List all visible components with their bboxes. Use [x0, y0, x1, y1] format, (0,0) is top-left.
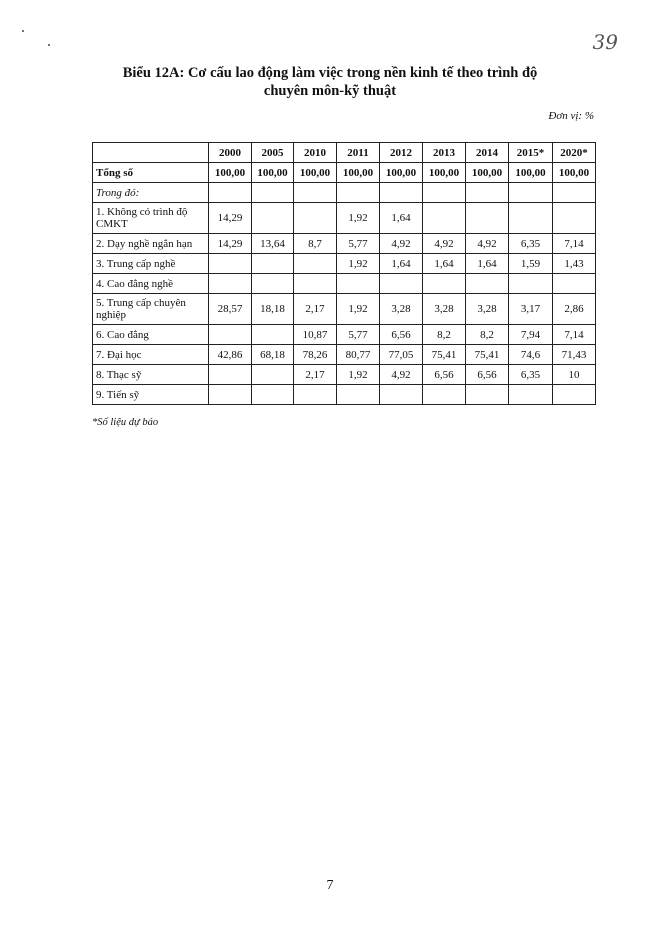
table-cell	[209, 254, 252, 274]
table-cell: 3,28	[380, 294, 423, 325]
row-label: 9. Tiến sỹ	[93, 385, 209, 405]
table-cell	[466, 274, 509, 294]
table-cell: 6,56	[380, 325, 423, 345]
table-cell	[252, 274, 294, 294]
table-cell	[423, 274, 466, 294]
table-cell: 4,92	[380, 365, 423, 385]
row-label: 3. Trung cấp nghề	[93, 254, 209, 274]
page-number: 7	[326, 878, 334, 893]
document-title	[0, 64, 660, 100]
table-cell: 5,77	[337, 234, 380, 254]
table-cell	[252, 325, 294, 345]
table-cell: 8,2	[423, 325, 466, 345]
table-cell: 100,00	[209, 163, 252, 183]
table-cell	[209, 365, 252, 385]
table-cell: 28,57	[209, 294, 252, 325]
table-cell: 1,92	[337, 203, 380, 234]
table-row	[93, 234, 596, 254]
row-label: 6. Cao đẳng	[93, 325, 209, 345]
table-cell: 1,59	[509, 254, 553, 274]
table-cell: 2,17	[294, 365, 337, 385]
table-row	[93, 385, 596, 405]
table-cell: 2,86	[553, 294, 596, 325]
table-cell: 4,92	[466, 234, 509, 254]
header-cell: 2000	[209, 143, 252, 163]
scan-speck	[48, 44, 50, 46]
table-cell: 100,00	[252, 163, 294, 183]
table-cell: 14,29	[209, 203, 252, 234]
table-cell: 80,77	[337, 345, 380, 365]
table-row	[93, 183, 596, 203]
table-cell: 7,14	[553, 325, 596, 345]
header-cell: 2010	[294, 143, 337, 163]
scan-speck	[22, 30, 24, 32]
table-cell	[294, 254, 337, 274]
table-cell: 100,00	[380, 163, 423, 183]
table-cell	[252, 203, 294, 234]
table-cell: 75,41	[423, 345, 466, 365]
table-cell	[209, 274, 252, 294]
table-cell	[380, 274, 423, 294]
header-cell: 2011	[337, 143, 380, 163]
labor-structure-table	[92, 142, 596, 405]
table-cell	[509, 274, 553, 294]
header-cell: 2013	[423, 143, 466, 163]
table-cell: 42,86	[209, 345, 252, 365]
table-cell	[423, 183, 466, 203]
table-cell	[509, 203, 553, 234]
table-cell: 75,41	[466, 345, 509, 365]
table-cell	[509, 183, 553, 203]
table-cell: 1,64	[380, 254, 423, 274]
table-cell: 1,64	[423, 254, 466, 274]
table-cell: 74,6	[509, 345, 553, 365]
row-label: 2. Dạy nghề ngắn hạn	[93, 234, 209, 254]
table-cell	[553, 274, 596, 294]
table-cell: 5,77	[337, 325, 380, 345]
table-cell	[466, 183, 509, 203]
table-cell	[553, 203, 596, 234]
table-cell	[380, 183, 423, 203]
table-cell	[252, 183, 294, 203]
table-cell	[294, 385, 337, 405]
table-cell: 1,43	[553, 254, 596, 274]
table-cell	[209, 183, 252, 203]
table-row	[93, 254, 596, 274]
table-cell: 77,05	[380, 345, 423, 365]
title-line-2: chuyên môn-kỹ thuật	[263, 83, 397, 99]
table-cell	[423, 203, 466, 234]
table-cell: 7,14	[553, 234, 596, 254]
table-cell	[337, 385, 380, 405]
header-cell: 2005	[252, 143, 294, 163]
table-cell: 1,92	[337, 294, 380, 325]
table-cell: 18,18	[252, 294, 294, 325]
table-cell: 1,92	[337, 254, 380, 274]
header-cell	[93, 143, 209, 163]
row-label: Trong đó:	[93, 183, 209, 203]
table-cell: 13,64	[252, 234, 294, 254]
table-cell	[252, 254, 294, 274]
table-cell: 1,64	[380, 203, 423, 234]
table-cell	[294, 183, 337, 203]
table-cell: 6,35	[509, 234, 553, 254]
table-cell: 78,26	[294, 345, 337, 365]
header-cell: 2012	[380, 143, 423, 163]
row-label: 1. Không có trình độ CMKT	[93, 203, 209, 234]
header-cell: 2015*	[509, 143, 553, 163]
table-cell: 100,00	[337, 163, 380, 183]
table-cell: 8,2	[466, 325, 509, 345]
table-cell	[553, 385, 596, 405]
table-cell	[380, 385, 423, 405]
handwritten-page-mark: 39	[592, 30, 618, 54]
table-cell	[337, 274, 380, 294]
table-cell	[466, 385, 509, 405]
row-label: 5. Trung cấp chuyên nghiệp	[93, 294, 209, 325]
header-cell: 2020*	[553, 143, 596, 163]
table-cell: 3,28	[423, 294, 466, 325]
table-cell: 3,17	[509, 294, 553, 325]
table-header-row	[93, 143, 596, 163]
table-cell	[466, 203, 509, 234]
table-cell	[252, 365, 294, 385]
title-line-1: Biểu 12A: Cơ cấu lao động làm việc trong nền kinh tế theo trình độ	[122, 65, 538, 81]
row-label: Tổng số	[93, 163, 209, 183]
table-row	[93, 325, 596, 345]
table-row	[93, 365, 596, 385]
table-cell: 68,18	[252, 345, 294, 365]
table-cell	[423, 385, 466, 405]
table-cell	[294, 274, 337, 294]
table-cell: 8,7	[294, 234, 337, 254]
table-row	[93, 274, 596, 294]
table-cell: 100,00	[466, 163, 509, 183]
table-cell: 6,56	[423, 365, 466, 385]
table-cell: 4,92	[380, 234, 423, 254]
table-cell: 2,17	[294, 294, 337, 325]
table-cell	[553, 183, 596, 203]
table-row	[93, 345, 596, 365]
row-label: 8. Thạc sỹ	[93, 365, 209, 385]
table-row	[93, 294, 596, 325]
table-cell: 4,92	[423, 234, 466, 254]
table-cell	[209, 325, 252, 345]
table-cell	[509, 385, 553, 405]
row-label: 4. Cao đẳng nghề	[93, 274, 209, 294]
forecast-footnote: *Số liệu dự báo	[92, 417, 159, 428]
table-cell	[337, 183, 380, 203]
row-label: 7. Đại học	[93, 345, 209, 365]
table-cell: 100,00	[509, 163, 553, 183]
table-row	[93, 163, 596, 183]
table-cell	[294, 203, 337, 234]
table-cell: 6,35	[509, 365, 553, 385]
table-cell: 10	[553, 365, 596, 385]
table-cell: 10,87	[294, 325, 337, 345]
table-cell: 1,92	[337, 365, 380, 385]
table-row	[93, 203, 596, 234]
table-cell: 6,56	[466, 365, 509, 385]
table-cell: 3,28	[466, 294, 509, 325]
table-cell: 100,00	[294, 163, 337, 183]
unit-label: Đơn vị: %	[548, 110, 594, 122]
table-cell	[209, 385, 252, 405]
table-cell	[252, 385, 294, 405]
header-cell: 2014	[466, 143, 509, 163]
table-cell: 14,29	[209, 234, 252, 254]
table-cell: 100,00	[553, 163, 596, 183]
table-cell: 71,43	[553, 345, 596, 365]
table-cell: 7,94	[509, 325, 553, 345]
table-cell: 1,64	[466, 254, 509, 274]
table-cell: 100,00	[423, 163, 466, 183]
